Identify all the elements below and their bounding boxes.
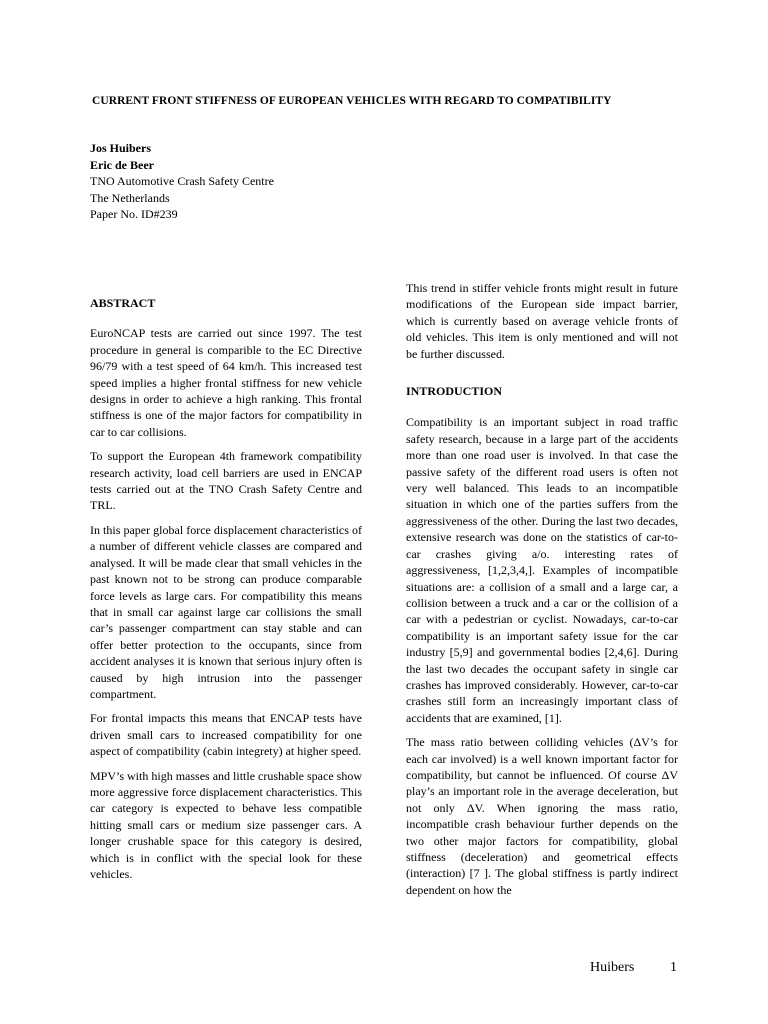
paper-title: CURRENT FRONT STIFFNESS OF EUROPEAN VEHICLES WITH REGARD TO COMPATIBILITY <box>92 95 612 107</box>
right-column <box>406 280 678 906</box>
left-column <box>90 295 362 890</box>
introduction-paragraph: The mass ratio between colliding vehicles (ΔV’s for each car involved) is a well known important factor for compatibility, but cannot be influenced. Of course ΔV play’s an important role in the average deceleration, but not only ΔV. When ignoring the mass ratio, incompatible crash behaviour further depends on the two other major factors for compatibility, global stiffness (deceleration) and geometrical effects (interaction) [7 ]. The global stiffness is partly indirect dependent on how the <box>406 735 678 897</box>
abstract-paragraph: In this paper global force displacement characteristics of a number of different vehicle classes are compared and analysed. It will be made clear that small vehicles in the past known not to be strong can produce comparable force levels as large cars. For compatibility this means that in small car against large car collisions the small car’s passenger compartment can stay stable and can offer better protection to the occupants, since from accident analyses it is known that serious injury often is caused by high intrusion into the passenger compartment. <box>90 522 362 701</box>
abstract-continuation: This trend in stiffer vehicle fronts might result in future modifications of the European side impact barrier, which is currently based on average vehicle fronts of old vehicles. This item is only mentioned and will not be further discussed. <box>406 281 678 361</box>
author-name: Jos Huibers <box>90 141 152 155</box>
author-block <box>90 140 410 223</box>
introduction-paragraph: Compatibility is an important subject in road traffic safety research, because in a large part of the accidents more than one road user is involved. In that case the passive safety of the different road users is often not very well balanced. This leads to an incompatible situation in which one of the parties suffers from the aggressiveness of the other. During the last two decades, extensive research was done on the statistics of car-to-car crashes giving a/o. interesting rates of aggressiveness, [1,2,3,4,]. Examples of incompatible situations are: a collision of a small and a large car, a collision between a truck and a car or the collision of a car with a pedestrian or cyclist. Nowadays, car-to-car compatibility is an important safety issue for the car industry [5,9] and governmental bodies [2,4,6]. During the last two decades the occupant safety in single car crashes has improved considerably. However, car-to-car crashes still form an increasingly important class of accidents that are examined, [1]. <box>406 415 678 725</box>
paper-number: Paper No. ID#239 <box>90 207 178 221</box>
abstract-paragraph: MPV’s with high masses and little crushable space show more aggressive force displacement characteristics. This car category is expected to behave less compatible hitting small cars or medium size passenger cars. A longer crushable space for this category is desired, which is in conflict with the special look for these vehicles. <box>90 768 362 881</box>
abstract-paragraph: To support the European 4th framework compatibility research activity, load cell barriers are used in ENCAP tests carried out at the TNO Crash Safety Centre and TRL. <box>90 449 362 513</box>
footer-author: Huibers <box>590 960 635 975</box>
page-number: 1 <box>670 960 677 975</box>
affiliation: TNO Automotive Crash Safety Centre <box>90 174 274 188</box>
introduction-heading: INTRODUCTION <box>406 384 503 399</box>
country: The Netherlands <box>90 190 170 205</box>
abstract-paragraph: For frontal impacts this means that ENCAP tests have driven small cars to increased compatibility for one aspect of compatibility (cabin integrety) at higher speed. <box>90 711 362 759</box>
abstract-paragraph: EuroNCAP tests are carried out since 1997. The test procedure in general is comparible to the EC Directive 96/79 with a test speed of 64 km/h. This increased test speed implies a higher frontal stiffness for new vehicle designs in order to achieve a high ranking. This frontal stiffness is one of the major factors for compatibility in car to car collisions. <box>90 326 362 439</box>
author-name: Eric de Beer <box>90 157 154 172</box>
abstract-heading: ABSTRACT <box>90 296 156 310</box>
